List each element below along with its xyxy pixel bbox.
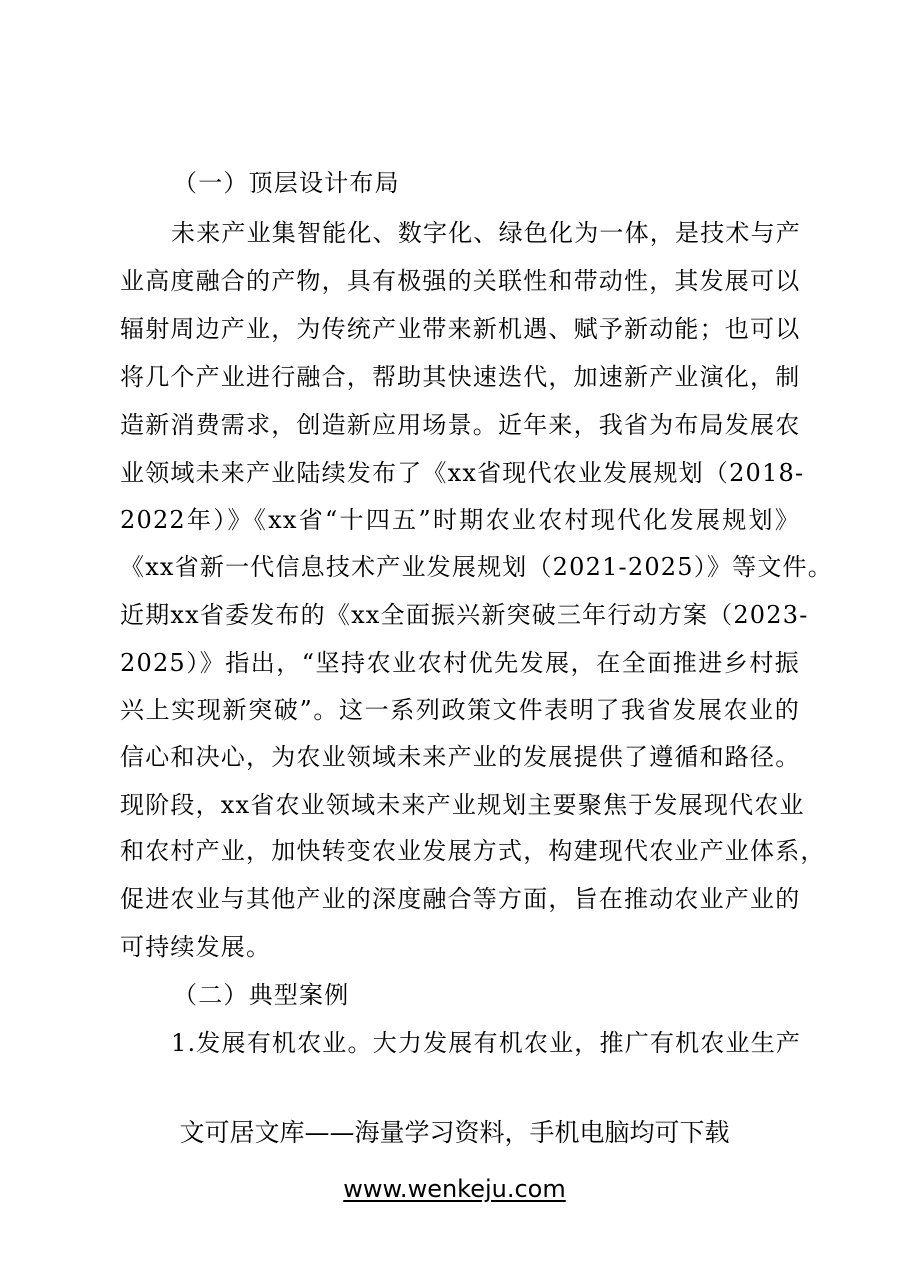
paragraph-line: 可持续发展。: [120, 933, 272, 961]
footer-banner-text: 文可居文库——海量学习资料，手机电脑均可下载: [179, 1118, 730, 1147]
paragraph-line: 未来产业集智能化、数字化、绿色化为一体，是技术与产: [171, 219, 801, 247]
section-heading-top-level-design: （一）顶层设计布局: [173, 169, 400, 197]
paragraph-line: 造新消费需求，创造新应用场景。近年来，我省为布局发展农: [120, 411, 801, 439]
paragraph-line: 近期xx省委发布的《xx全面振兴新突破三年行动方案（2023-: [120, 601, 809, 629]
paragraph-line: 1.发展有机农业。大力发展有机农业，推广有机农业生产: [171, 1029, 802, 1057]
paragraph-line: 2022年）》《xx省“十四五”时期农业农村现代化发展规划》: [120, 506, 800, 534]
paragraph-line: 现阶段，xx省农业领域未来产业规划主要聚焦于发展现代农业: [120, 791, 805, 819]
paragraph-line: 将几个产业进行融合，帮助其快速迭代，加速新产业演化，制: [120, 363, 801, 391]
paragraph-line: 促进农业与其他产业的深度融合等方面，旨在推动农业产业的: [120, 885, 801, 913]
section-heading-typical-cases: （二）典型案例: [173, 981, 350, 1009]
paragraph-line: 《xx省新一代信息技术产业发展规划（2021-2025）》等文件。: [120, 553, 833, 581]
paragraph-line: 辐射周边产业，为传统产业带来新机遇、赋予新动能；也可以: [120, 315, 801, 343]
paragraph-line: 兴上实现新突破”。这一系列政策文件表明了我省发展农业的: [120, 696, 800, 724]
paragraph-line: 2025）》指出，“坚持农业农村优先发展，在全面推进乡村振: [120, 649, 800, 677]
paragraph-line: 业高度融合的产物，具有极强的关联性和带动性，其发展可以: [120, 267, 801, 295]
paragraph-line: 业领域未来产业陆续发布了《xx省现代农业发展规划（2018-: [120, 459, 805, 487]
paragraph-line: 信心和决心，为农业领域未来产业的发展提供了遵循和路径。: [120, 743, 801, 771]
footer-website-link[interactable]: www.wenkeju.com: [343, 1175, 566, 1203]
paragraph-line: 和农村产业，加快转变农业发展方式，构建现代农业产业体系，: [120, 837, 826, 865]
